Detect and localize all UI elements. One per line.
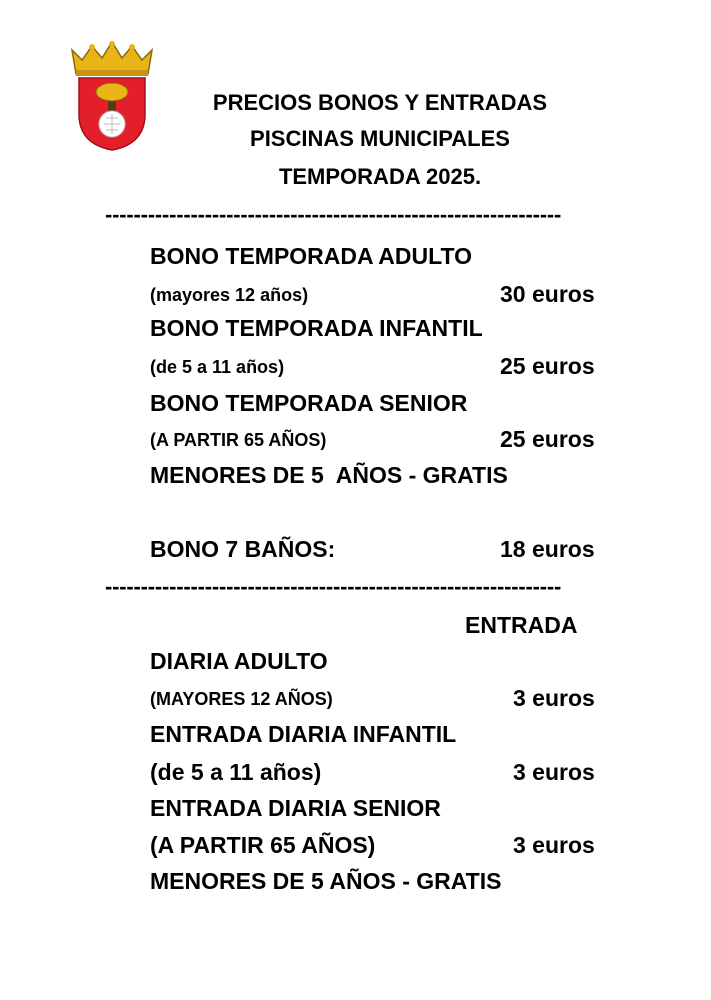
page-title-line-3: TEMPORADA 2025. — [278, 164, 482, 189]
entrada-menores-gratis: MENORES DE 5 AÑOS - GRATIS — [150, 868, 502, 894]
bono-adulto-label: BONO TEMPORADA ADULTO — [150, 243, 472, 269]
bono-adulto-note: (mayores 12 años) — [150, 285, 309, 305]
entrada-adulto-label-part1: ENTRADA — [465, 612, 578, 638]
bono-senior-label: BONO TEMPORADA SENIOR — [150, 390, 468, 416]
bono-7-banos-label: BONO 7 BAÑOS: — [150, 536, 336, 562]
bono-senior-price: 25 euros — [500, 426, 595, 452]
page-title-line-1: PRECIOS BONOS Y ENTRADAS — [212, 90, 548, 115]
bono-infantil-label: BONO TEMPORADA INFANTIL — [150, 315, 483, 341]
entrada-senior-price: 3 euros — [513, 832, 595, 858]
bono-adulto-price: 30 euros — [500, 281, 595, 307]
bono-infantil-note: (de 5 a 11 años) — [150, 357, 285, 377]
entrada-adulto-note: (MAYORES 12 AÑOS) — [150, 689, 333, 709]
entrada-adulto-price: 3 euros — [513, 685, 595, 711]
entrada-infantil-label: ENTRADA DIARIA INFANTIL — [150, 721, 457, 747]
bono-infantil-price: 25 euros — [500, 353, 595, 379]
divider-middle: ---------------------------------------------------------------- — [105, 574, 562, 599]
divider-top: ---------------------------------------------------------------- — [105, 202, 562, 227]
entrada-adulto-label-part2: DIARIA ADULTO — [150, 648, 328, 674]
entrada-infantil-price: 3 euros — [513, 759, 595, 785]
bono-senior-note: (A PARTIR 65 AÑOS) — [150, 430, 327, 450]
entrada-senior-label: ENTRADA DIARIA SENIOR — [150, 795, 441, 821]
bono-menores-gratis: MENORES DE 5 AÑOS - GRATIS — [150, 462, 508, 488]
page-title-line-2: PISCINAS MUNICIPALES — [250, 126, 510, 151]
bono-7-banos-price: 18 euros — [500, 536, 595, 562]
entrada-senior-note: (A PARTIR 65 AÑOS) — [150, 832, 376, 858]
entrada-infantil-note: (de 5 a 11 años) — [150, 759, 322, 785]
